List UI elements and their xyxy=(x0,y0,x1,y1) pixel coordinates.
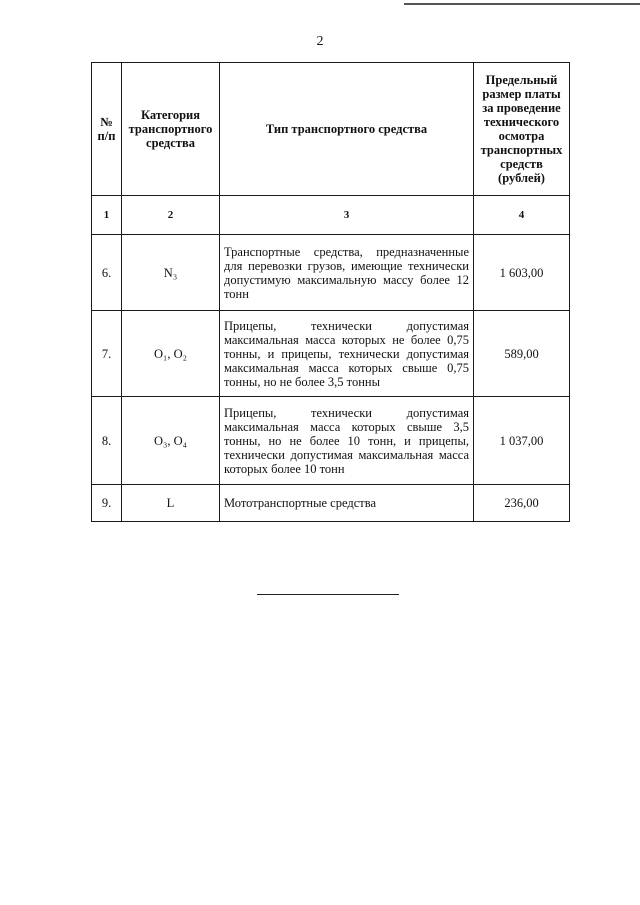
closing-rule xyxy=(257,594,399,595)
header-number: № п/п xyxy=(92,63,122,196)
row-category: N₃ xyxy=(122,235,220,311)
column-index-cell: 1 xyxy=(92,196,122,235)
column-index-cell: 4 xyxy=(474,196,570,235)
column-index-row xyxy=(92,196,570,235)
row-fee: 236,00 xyxy=(474,485,570,522)
row-vehicle-type: Транспортные средства, предназначенные для перевозки грузов, имеющие технически допустимую максимальную массу более 12 тонн xyxy=(220,235,474,311)
row-category: O₁, O₂ xyxy=(122,311,220,397)
row-category: O₃, O₄ xyxy=(122,397,220,485)
row-fee: 589,00 xyxy=(474,311,570,397)
row-vehicle-type: Прицепы, технически допустимая максимальная масса которых не более 0,75 тонны, и прицепы, технически допустимая максимальная масса которых свыше 0,75 тонны, но не более 3,5 тонны xyxy=(220,311,474,397)
header-category: Категория транспортного средства xyxy=(122,63,220,196)
column-index-cell: 2 xyxy=(122,196,220,235)
column-index-cell: 3 xyxy=(220,196,474,235)
row-vehicle-type: Мототранспортные средства xyxy=(220,485,474,522)
row-vehicle-type: Прицепы, технически допустимая максимальная масса которых свыше 3,5 тонны, но не более 10 тонн, и прицепы, технически допустимая максимальная масса которых более 10 тонн xyxy=(220,397,474,485)
row-fee: 1 037,00 xyxy=(474,397,570,485)
inspection-fee-table xyxy=(91,62,570,522)
table-header-row xyxy=(92,63,570,196)
row-number: 7. xyxy=(92,311,122,397)
header-vehicle-type: Тип транспортного средства xyxy=(220,63,474,196)
row-category: L xyxy=(122,485,220,522)
page-number: 2 xyxy=(316,34,324,49)
top-edge-rule xyxy=(404,3,640,5)
row-number: 9. xyxy=(92,485,122,522)
row-number: 6. xyxy=(92,235,122,311)
row-number: 8. xyxy=(92,397,122,485)
table-row xyxy=(92,485,570,522)
header-fee: Предельный размер платы за проведение технического осмотра транспортных средств (рублей) xyxy=(474,63,570,196)
row-fee: 1 603,00 xyxy=(474,235,570,311)
table-row xyxy=(92,311,570,397)
table-row xyxy=(92,235,570,311)
table-row xyxy=(92,397,570,485)
